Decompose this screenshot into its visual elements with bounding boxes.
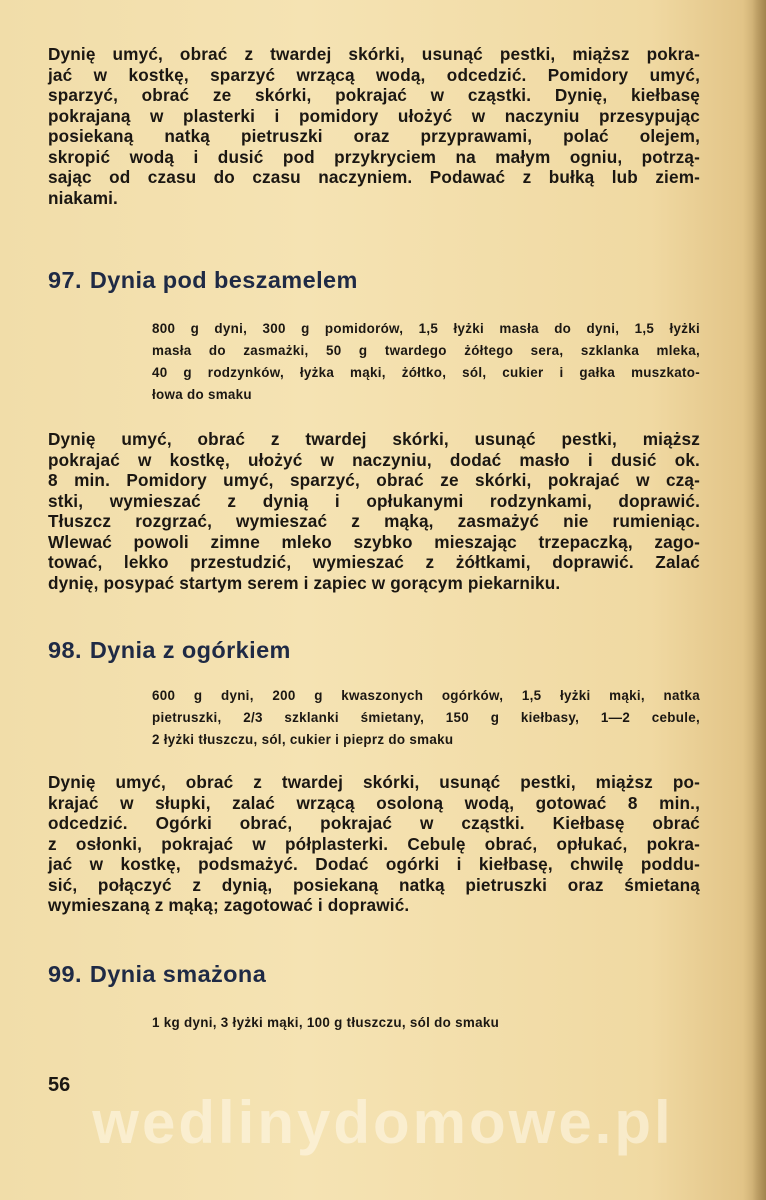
method-paragraph (48, 429, 700, 593)
ingredient-line: masła do zasmażki, 50 g twardego żółtego sera, szklanka mleka, (152, 343, 700, 358)
text-line: sić, połączyć z dynią, posiekaną natką pietruszki oraz śmietaną (48, 874, 700, 895)
ingredient-line: 2 łyżki tłuszczu, sól, cukier i pieprz do smaku (152, 732, 454, 747)
recipe-title: Dynia smażona (89, 961, 267, 987)
text-line: z osłonki, pokrajać w półplasterki. Cebulę obrać, opłukać, pokra- (48, 833, 700, 854)
text-line: stki, wymieszać z dynią i opłukanymi rodzynkami, doprawić. (48, 490, 700, 511)
recipe-heading (48, 960, 266, 988)
ingredient-line: 600 g dyni, 200 g kwaszonych ogórków, 1,5 łyżki mąki, natka (152, 688, 700, 703)
text-line: sparzyć, obrać ze skórki, pokrajać w cząstki. Dynię, kiełbasę (48, 85, 700, 105)
intro-paragraph (48, 44, 700, 208)
text-line: sając od czasu do czasu naczyniem. Podawać z bułką lub ziem- (48, 167, 700, 187)
ingredient-line: 1 kg dyni, 3 łyżki mąki, 100 g tłuszczu, sól do smaku (152, 1015, 500, 1030)
ingredient-line: łowa do smaku (152, 387, 252, 402)
text-line: pokrajaną w plasterki i pomidory ułożyć w naczyniu przesypując (48, 105, 700, 126)
text-line: Dynię umyć, obrać z twardej skórki, usunąć pestki, miąższ po- (48, 772, 700, 792)
recipe-title: Dynia pod beszamelem (89, 267, 358, 293)
recipe-number: 98. (48, 637, 82, 663)
recipe-number: 97. (48, 267, 82, 293)
text-line: dynię, posypać startym serem i zapiec w gorącym piekarniku. (48, 572, 561, 593)
text-line: jać w kostkę, podsmażyć. Dodać ogórki i kiełbasę, chwilę poddu- (48, 854, 700, 874)
page-edge-shadow (752, 0, 766, 1200)
text-line: odcedzić. Ogórki obrać, pokrajać w cząstki. Kiełbasę obrać (48, 813, 700, 833)
recipe-heading (48, 266, 358, 294)
text-line: krajać w słupki, zalać wrzącą osoloną wodą, gotować 8 min., (48, 792, 700, 813)
text-line: Dynię umyć, obrać z twardej skórki, usunąć pestki, miąższ (48, 429, 700, 449)
ingredient-line: pietruszki, 2/3 szklanki śmietany, 150 g kiełbasy, 1—2 cebule, (152, 710, 700, 725)
text-line: Dynię umyć, obrać z twardej skórki, usunąć pestki, miąższ pokra- (48, 44, 700, 64)
watermark: wedlinydomowe.pl (92, 1089, 674, 1156)
text-line: wymieszaną z mąką; zagotować i doprawić. (48, 895, 410, 915)
ingredients-list (152, 685, 700, 751)
page-number: 56 (48, 1074, 71, 1096)
text-line: pokrajać w kostkę, ułożyć w naczyniu, dodać masło i dusić ok. (48, 449, 700, 470)
recipe-title: Dynia z ogórkiem (89, 637, 291, 663)
recipe-number: 99. (48, 961, 82, 987)
ingredients-list (152, 1012, 700, 1034)
text-line: skropić wodą i dusić pod przykryciem na małym ogniu, potrzą- (48, 146, 700, 167)
text-line: Tłuszcz rozgrzać, wymieszać z mąką, zasmażyć nie rumieniąc. (48, 511, 700, 531)
text-line: jać w kostkę, sparzyć wrzącą wodą, odcedzić. Pomidory umyć, (48, 64, 700, 85)
recipe-heading (48, 636, 291, 664)
text-line: niakami. (48, 187, 118, 208)
text-line: posiekaną natką pietruszki oraz przyprawami, polać olejem, (48, 126, 700, 146)
ingredients-list (152, 318, 700, 406)
ingredient-line: 40 g rodzynków, łyżka mąki, żółtko, sól, cukier i gałka muszkato- (152, 365, 700, 380)
text-line: Wlewać powoli zimne mleko szybko mieszając trzepaczką, zago- (48, 531, 700, 552)
text-line: 8 min. Pomidory umyć, sparzyć, obrać ze skórki, pokrajać w czą- (48, 470, 700, 490)
ingredient-line: 800 g dyni, 300 g pomidorów, 1,5 łyżki masła do dyni, 1,5 łyżki (152, 321, 700, 336)
method-paragraph (48, 772, 700, 916)
text-line: tować, lekko przestudzić, wymieszać z żółtkami, doprawić. Zalać (48, 552, 700, 572)
